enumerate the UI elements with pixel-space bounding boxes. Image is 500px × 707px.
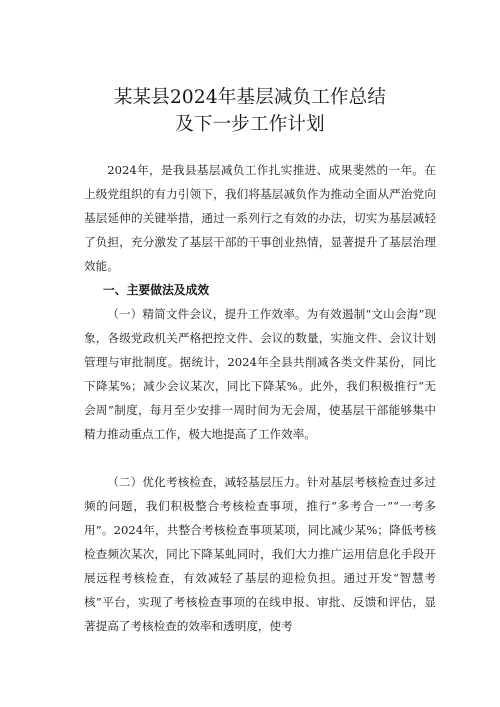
section-heading-main-practices: 一、主要做法及成效 <box>103 283 210 297</box>
paragraph-streamline-documents: （一）精简文件会议，提升工作效率。为有效遏制“文山会海”现象，各级党政机关严格把控文件、会议的数量，实施文件、会议计划管理与审批制度。据统计，2024年全县共削减各类文件某份，同比下降某%；减少会议某次，同比下降某%。此外，我们积极推行“无会周”制度，每月至少安排一周时间为无会周，使基层干部能够集中精力推动重点工作，极大地提高了工作效率。 <box>84 307 436 441</box>
document-title-line-1: 某某县2024年基层减负工作总结 <box>113 87 387 108</box>
intro-paragraph: 2024年，是我县基层减负工作扎实推进、成果斐然的一年。在上级党组织的有力引领下，我们将基层减负作为推动全面从严治党向基层延伸的关键举措，通过一系列行之有效的办法，切实为基层减轻了负担，充分激发了基层干部的干事创业热情，显著提升了基层治理效能。 <box>84 163 436 273</box>
document-title-line-2: 及下一步工作计划 <box>175 114 325 135</box>
paragraph-optimize-assessment: （二）优化考核检查，减轻基层压力。针对基层考核检查过多过频的问题，我们积极整合考核检查事项，推行“多考合一”“一考多用”。2024年，共整合考核检查事项某项，同比减少某%；降低考核检查频次某次，同比下降某虬同时，我们大力推广运用信息化手段开展远程考核检查，有效减轻了基层的迎检负担。通过开发“智慧考核”平台，实现了考核检查事项的在线申报、审批、反馈和评估，显著提高了考核检查的效率和透明度，使考 <box>84 475 436 633</box>
